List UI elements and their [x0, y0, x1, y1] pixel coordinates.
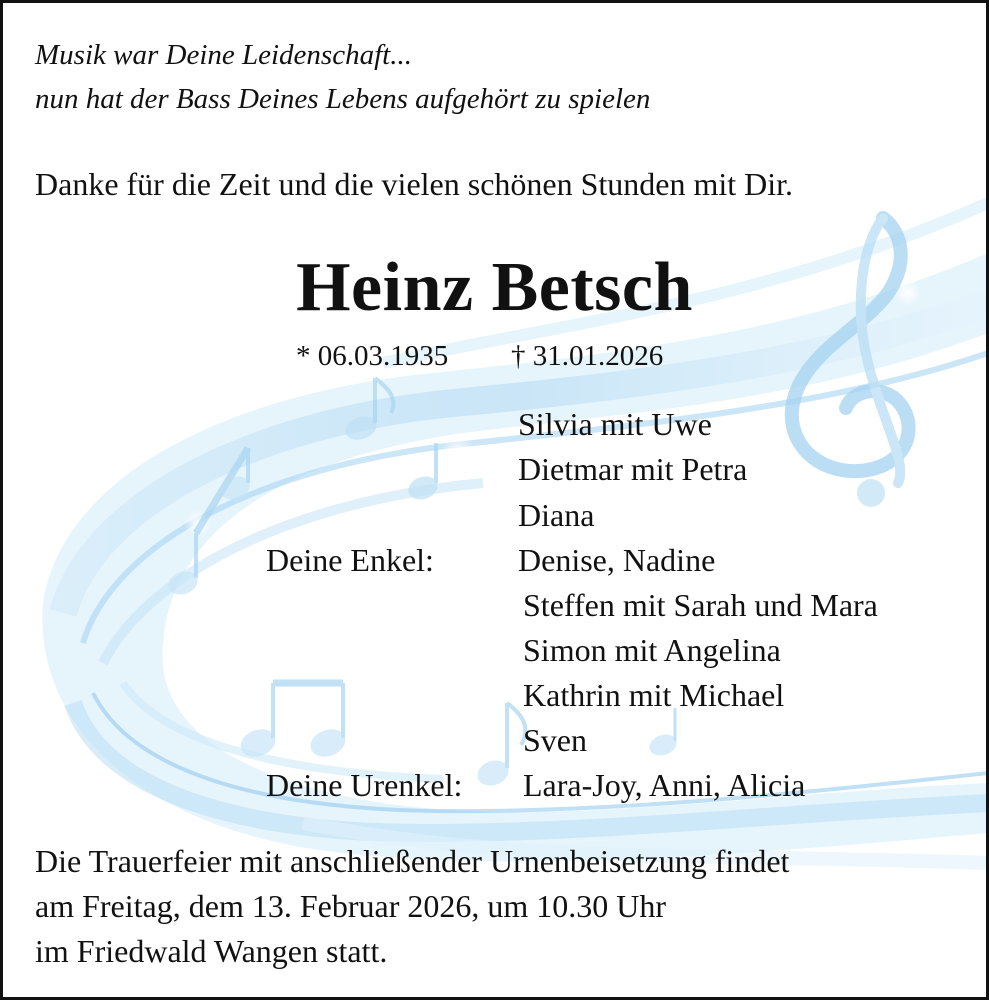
child-entry: Silvia mit Uwe	[518, 406, 712, 442]
grandchild-entry: Steffen mit Sarah und Mara	[523, 587, 878, 623]
thanks-line: Danke für die Zeit und die vielen schönen Stunden mit Dir.	[35, 166, 794, 202]
birth-date: * 06.03.1935	[296, 340, 449, 372]
funeral-line-2: am Freitag, dem 13. Februar 2026, um 10.30 Uhr	[35, 888, 666, 924]
child-entry: Dietmar mit Petra	[518, 451, 748, 487]
funeral-line-3: im Friedwald Wangen statt.	[35, 933, 388, 969]
grandchild-entry: Kathrin mit Michael	[523, 677, 785, 713]
great-grandchildren-label: Deine Urenkel:	[266, 767, 463, 803]
great-grandchildren-entry: Lara-Joy, Anni, Alicia	[523, 767, 806, 803]
funeral-line-1: Die Trauerfeier mit anschließender Urnenbeisetzung findet	[35, 843, 790, 879]
grandchildren-label: Deine Enkel:	[266, 542, 434, 578]
quote-line-1: Musik war Deine Leidenschaft...	[35, 39, 412, 71]
quote-line-2: nun hat der Bass Deines Lebens aufgehört zu spielen	[35, 83, 651, 115]
death-date: † 31.01.2026	[511, 340, 664, 372]
grandchild-entry: Denise, Nadine	[518, 542, 716, 578]
grandchild-entry: Simon mit Angelina	[523, 632, 781, 668]
grandchild-entry: Sven	[523, 722, 587, 758]
child-entry: Diana	[518, 497, 595, 533]
deceased-name: Heinz Betsch	[296, 249, 693, 326]
